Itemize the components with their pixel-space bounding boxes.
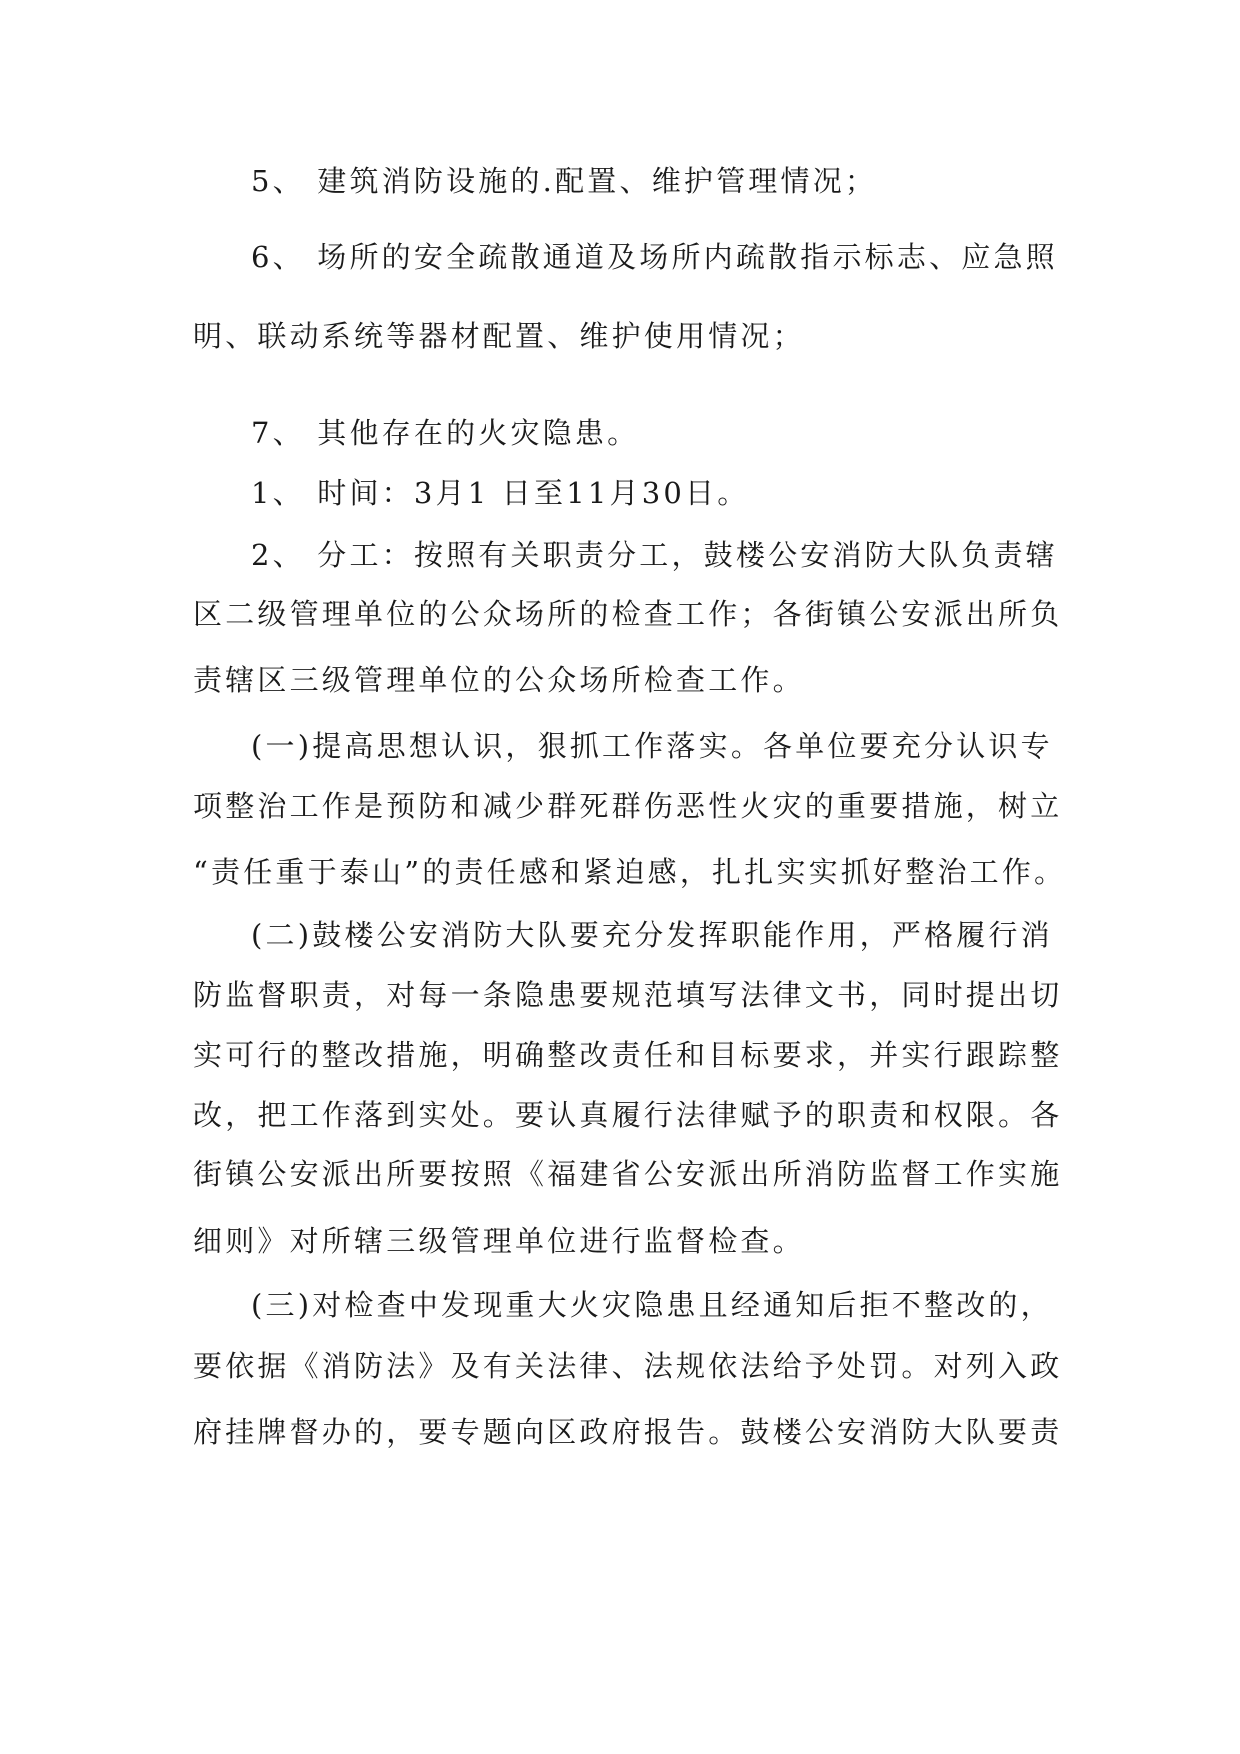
text-line-15: 改，把工作落到实处。要认真履行法律赋予的职责和权限。各 xyxy=(193,1098,1063,1132)
text-line-12: (二)鼓楼公安消防大队要充分发挥职能作用，严格履行消 xyxy=(251,918,1053,952)
text-line-10: 项整治工作是预防和减少群死群伤恶性火灾的重要措施，树立 xyxy=(193,789,1063,823)
text-line-9: (一)提高思想认识，狠抓工作落实。各单位要充分认识专 xyxy=(251,729,1053,763)
text-line-18: (三)对检查中发现重大火灾隐患且经通知后拒不整改的， xyxy=(251,1288,1053,1322)
text-line-14: 实可行的整改措施，明确整改责任和目标要求，并实行跟踪整 xyxy=(193,1038,1063,1072)
text-line-17: 细则》对所辖三级管理单位进行监督检查。 xyxy=(193,1224,805,1258)
text-line-19: 要依据《消防法》及有关法律、法规依法给予处罚。对列入政 xyxy=(193,1349,1063,1383)
text-line-4: 7、 其他存在的火灾隐患。 xyxy=(251,416,640,450)
text-line-7: 区二级管理单位的公众场所的检查工作；各街镇公安派出所负 xyxy=(193,597,1063,631)
text-line-5: 1、 时间：3月1 日至11月30日。 xyxy=(251,476,750,510)
text-line-3: 明、联动系统等器材配置、维护使用情况； xyxy=(193,319,805,353)
text-line-20: 府挂牌督办的，要专题向区政府报告。鼓楼公安消防大队要责 xyxy=(193,1415,1063,1449)
text-line-13: 防监督职责，对每一条隐患要规范填写法律文书，同时提出切 xyxy=(193,978,1063,1012)
text-line-16: 街镇公安派出所要按照《福建省公安派出所消防监督工作实施 xyxy=(193,1157,1063,1191)
text-line-6: 2、 分工：按照有关职责分工，鼓楼公安消防大队负责辖 xyxy=(251,538,1058,572)
text-line-2: 6、 场所的安全疏散通道及场所内疏散指示标志、应急照 xyxy=(251,240,1058,274)
text-line-1: 5、 建筑消防设施的.配置、维护管理情况； xyxy=(251,164,878,198)
text-line-8: 责辖区三级管理单位的公众场所检查工作。 xyxy=(193,663,805,697)
text-line-11: “责任重于泰山”的责任感和紧迫感，扎扎实实抓好整治工作。 xyxy=(193,855,1067,889)
